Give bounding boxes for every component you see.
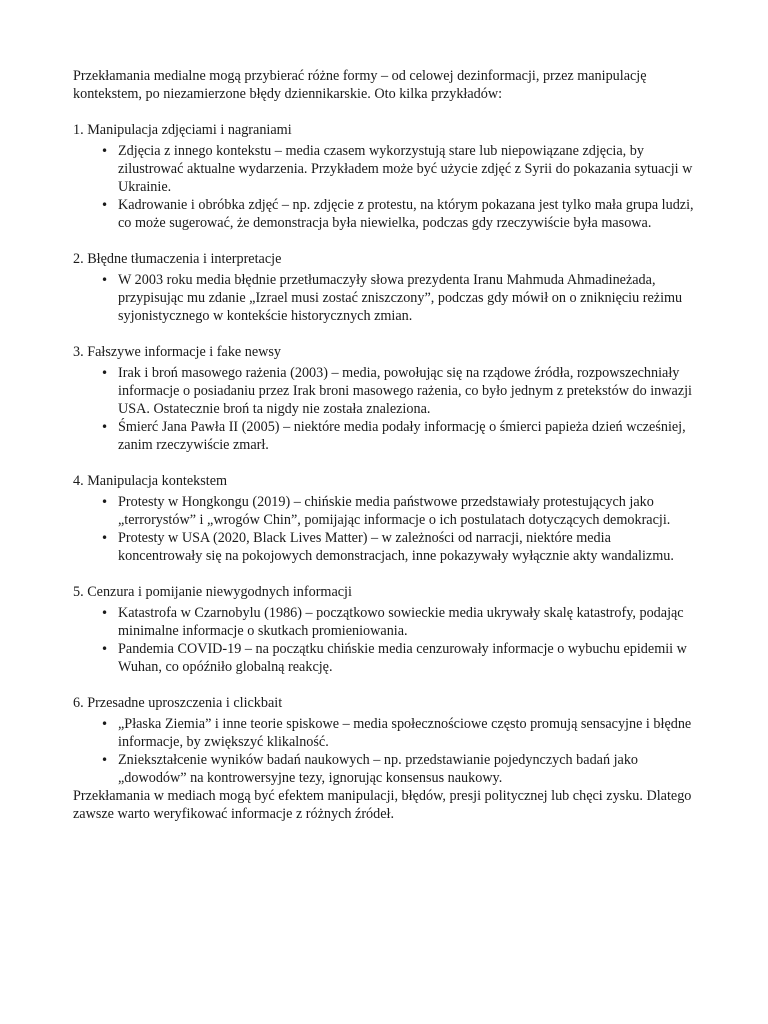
list-item-text: Irak i broń masowego rażenia (2003) – media, powołując się na rządowe źródła, rozpowszechniały informacje o posiadaniu przez Irak broni masowego rażenia, co było jednym z pretekstów do inwazji USA. Ostatecznie broń ta nigdy nie została znaleziona. bbox=[118, 365, 692, 417]
list-item-text: Zniekształcenie wyników badań naukowych – np. przedstawianie pojedynczych badań jako „dowodów” na kontrowersyjne tezy, ignorując konsensus naukowy. bbox=[118, 752, 639, 786]
list-item bbox=[101, 529, 696, 565]
bullet-icon: • bbox=[101, 420, 109, 434]
list-item-text: Pandemia COVID-19 – na początku chińskie media cenzurowały informacje o wybuchu epidemii w Wuhan, co opóźniło globalną reakcję. bbox=[118, 641, 687, 675]
list-item bbox=[101, 715, 696, 751]
sections-container bbox=[73, 121, 696, 787]
list-item bbox=[101, 142, 696, 196]
bullet-list bbox=[73, 364, 696, 454]
list-item-text: Protesty w USA (2020, Black Lives Matter) – w zależności od narracji, niektóre media koncentrowały się na pokojowych demonstracjach, inne pokazywały wyłącznie akty wandalizmu. bbox=[118, 530, 674, 564]
section-heading: 4. Manipulacja kontekstem bbox=[73, 473, 228, 489]
bullet-list bbox=[73, 142, 696, 232]
list-item bbox=[101, 364, 696, 418]
bullet-icon: • bbox=[101, 495, 109, 509]
outro-paragraph: Przekłamania w mediach mogą być efektem manipulacji, błędów, presji politycznej lub chęci zysku. Dlatego zawsze warto weryfikować informacje z różnych źródeł. bbox=[73, 788, 692, 822]
section-heading: 3. Fałszywe informacje i fake newsy bbox=[73, 344, 282, 360]
intro-paragraph: Przekłamania medialne mogą przybierać różne formy – od celowej dezinformacji, przez manipulację kontekstem, po niezamierzone błędy dziennikarskie. Oto kilka przykładów: bbox=[73, 68, 647, 102]
bullet-icon: • bbox=[101, 717, 109, 731]
bullet-icon: • bbox=[101, 273, 109, 287]
list-item bbox=[101, 604, 696, 640]
list-item bbox=[101, 751, 696, 787]
section bbox=[73, 694, 696, 787]
bullet-icon: • bbox=[101, 642, 109, 656]
section bbox=[73, 472, 696, 565]
bullet-list bbox=[73, 604, 696, 676]
section-heading: 1. Manipulacja zdjęciami i nagraniami bbox=[73, 122, 292, 138]
list-item bbox=[101, 418, 696, 454]
bullet-icon: • bbox=[101, 144, 109, 158]
bullet-icon: • bbox=[101, 366, 109, 380]
section bbox=[73, 121, 696, 232]
section-heading: 2. Błędne tłumaczenia i interpretacje bbox=[73, 251, 282, 267]
list-item bbox=[101, 271, 696, 325]
list-item bbox=[101, 196, 696, 232]
list-item-text: Kadrowanie i obróbka zdjęć – np. zdjęcie z protestu, na którym pokazana jest tylko mała grupa ludzi, co może sugerować, że demonstracja była niewielka, podczas gdy rzeczywiście była masowa. bbox=[118, 197, 694, 231]
section-heading: 6. Przesadne uproszczenia i clickbait bbox=[73, 695, 283, 711]
list-item-text: Protesty w Hongkongu (2019) – chińskie media państwowe przedstawiały protestujących jako „terrorystów” i „wrogów Chin”, pomijając informacje o ich postulatach dotyczących demokracji. bbox=[118, 494, 671, 528]
bullet-icon: • bbox=[101, 198, 109, 212]
section-heading: 5. Cenzura i pomijanie niewygodnych informacji bbox=[73, 584, 352, 600]
section bbox=[73, 250, 696, 325]
section bbox=[73, 583, 696, 676]
bullet-icon: • bbox=[101, 606, 109, 620]
list-item-text: Śmierć Jana Pawła II (2005) – niektóre media podały informację o śmierci papieża dzień wcześniej, zanim rzeczywiście zmarł. bbox=[118, 419, 686, 453]
list-item bbox=[101, 493, 696, 529]
list-item-text: Zdjęcia z innego kontekstu – media czasem wykorzystują stare lub niepowiązane zdjęcia, by zilustrować aktualne wydarzenia. Przykładem może być użycie zdjęć z Syrii do pokazania sytuacji w Ukrainie. bbox=[118, 143, 693, 195]
list-item bbox=[101, 640, 696, 676]
bullet-list bbox=[73, 493, 696, 565]
bullet-icon: • bbox=[101, 753, 109, 767]
list-item-text: „Płaska Ziemia” i inne teorie spiskowe – media społecznościowe często promują sensacyjne i błędne informacje, by zwiększyć klikalność. bbox=[118, 716, 692, 750]
list-item-text: W 2003 roku media błędnie przetłumaczyły słowa prezydenta Iranu Mahmuda Ahmadineżada, przypisując mu zdanie „Izrael musi zostać zniszczony”, podczas gdy mówił on o zniknięciu reżimu syjonistycznego w kontekście historycznych zmian. bbox=[118, 272, 683, 324]
bullet-list bbox=[73, 271, 696, 325]
list-item-text: Katastrofa w Czarnobylu (1986) – początkowo sowieckie media ukrywały skalę katastrofy, podając minimalne informacje o skutkach promieniowania. bbox=[118, 605, 684, 639]
section bbox=[73, 343, 696, 454]
bullet-icon: • bbox=[101, 531, 109, 545]
bullet-list bbox=[73, 715, 696, 787]
